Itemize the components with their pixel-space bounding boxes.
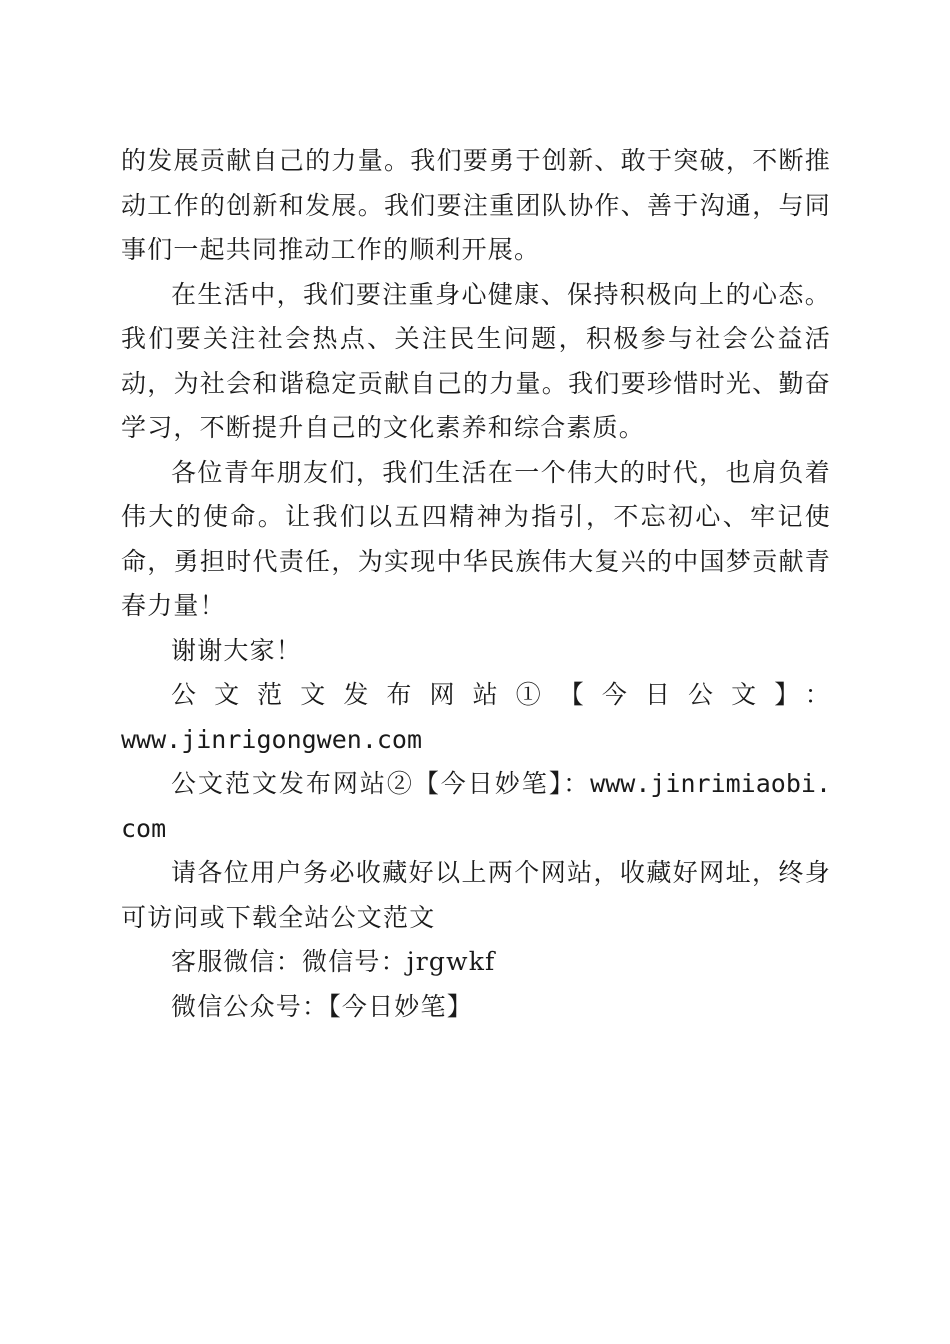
document-body (121, 139, 831, 1029)
site2-line (121, 762, 831, 851)
paragraph-continuation: 的发展贡献自己的力量。我们要勇于创新、敢于突破，不断推动工作的创新和发展。我们要注重团队协作、善于沟通，与同事们一起共同推动工作的顺利开展。 (121, 146, 831, 264)
site2-url[interactable]: www.jinrimiaobi.com (121, 769, 831, 843)
paragraph-life: 在生活中，我们要注重身心健康、保持积极向上的心态。我们要关注社会热点、关注民生问题，积极参与社会公益活动，为社会和谐稳定贡献自己的力量。我们要珍惜时光、勤奋学习，不断提升自己的文化素养和综合素质。 (121, 279, 831, 442)
bookmark-notice: 请各位用户务必收藏好以上两个网站，收藏好网址，终身可访问或下载全站公文范文 (121, 858, 831, 932)
site1-url-text[interactable]: www.jinrigongwen.com (121, 724, 423, 754)
official-account: 微信公众号：【今日妙笔】 (171, 991, 473, 1021)
paragraph-youth-mission: 各位青年朋友们，我们生活在一个伟大的时代，也肩负着伟大的使命。让我们以五四精神为指引，不忘初心、牢记使命，勇担时代责任，为实现中华民族伟大复兴的中国梦贡献青春力量！ (121, 457, 831, 620)
paragraph-thanks: 谢谢大家！ (171, 635, 303, 665)
service-wechat: 客服微信：微信号：jrgwkf (171, 947, 496, 976)
site1-label: 公文范文发布网站①【今日公文】： (171, 680, 831, 709)
site2-label: 公文范文发布网站②【今日妙笔】： (171, 769, 591, 798)
site1-url[interactable] (121, 718, 831, 763)
